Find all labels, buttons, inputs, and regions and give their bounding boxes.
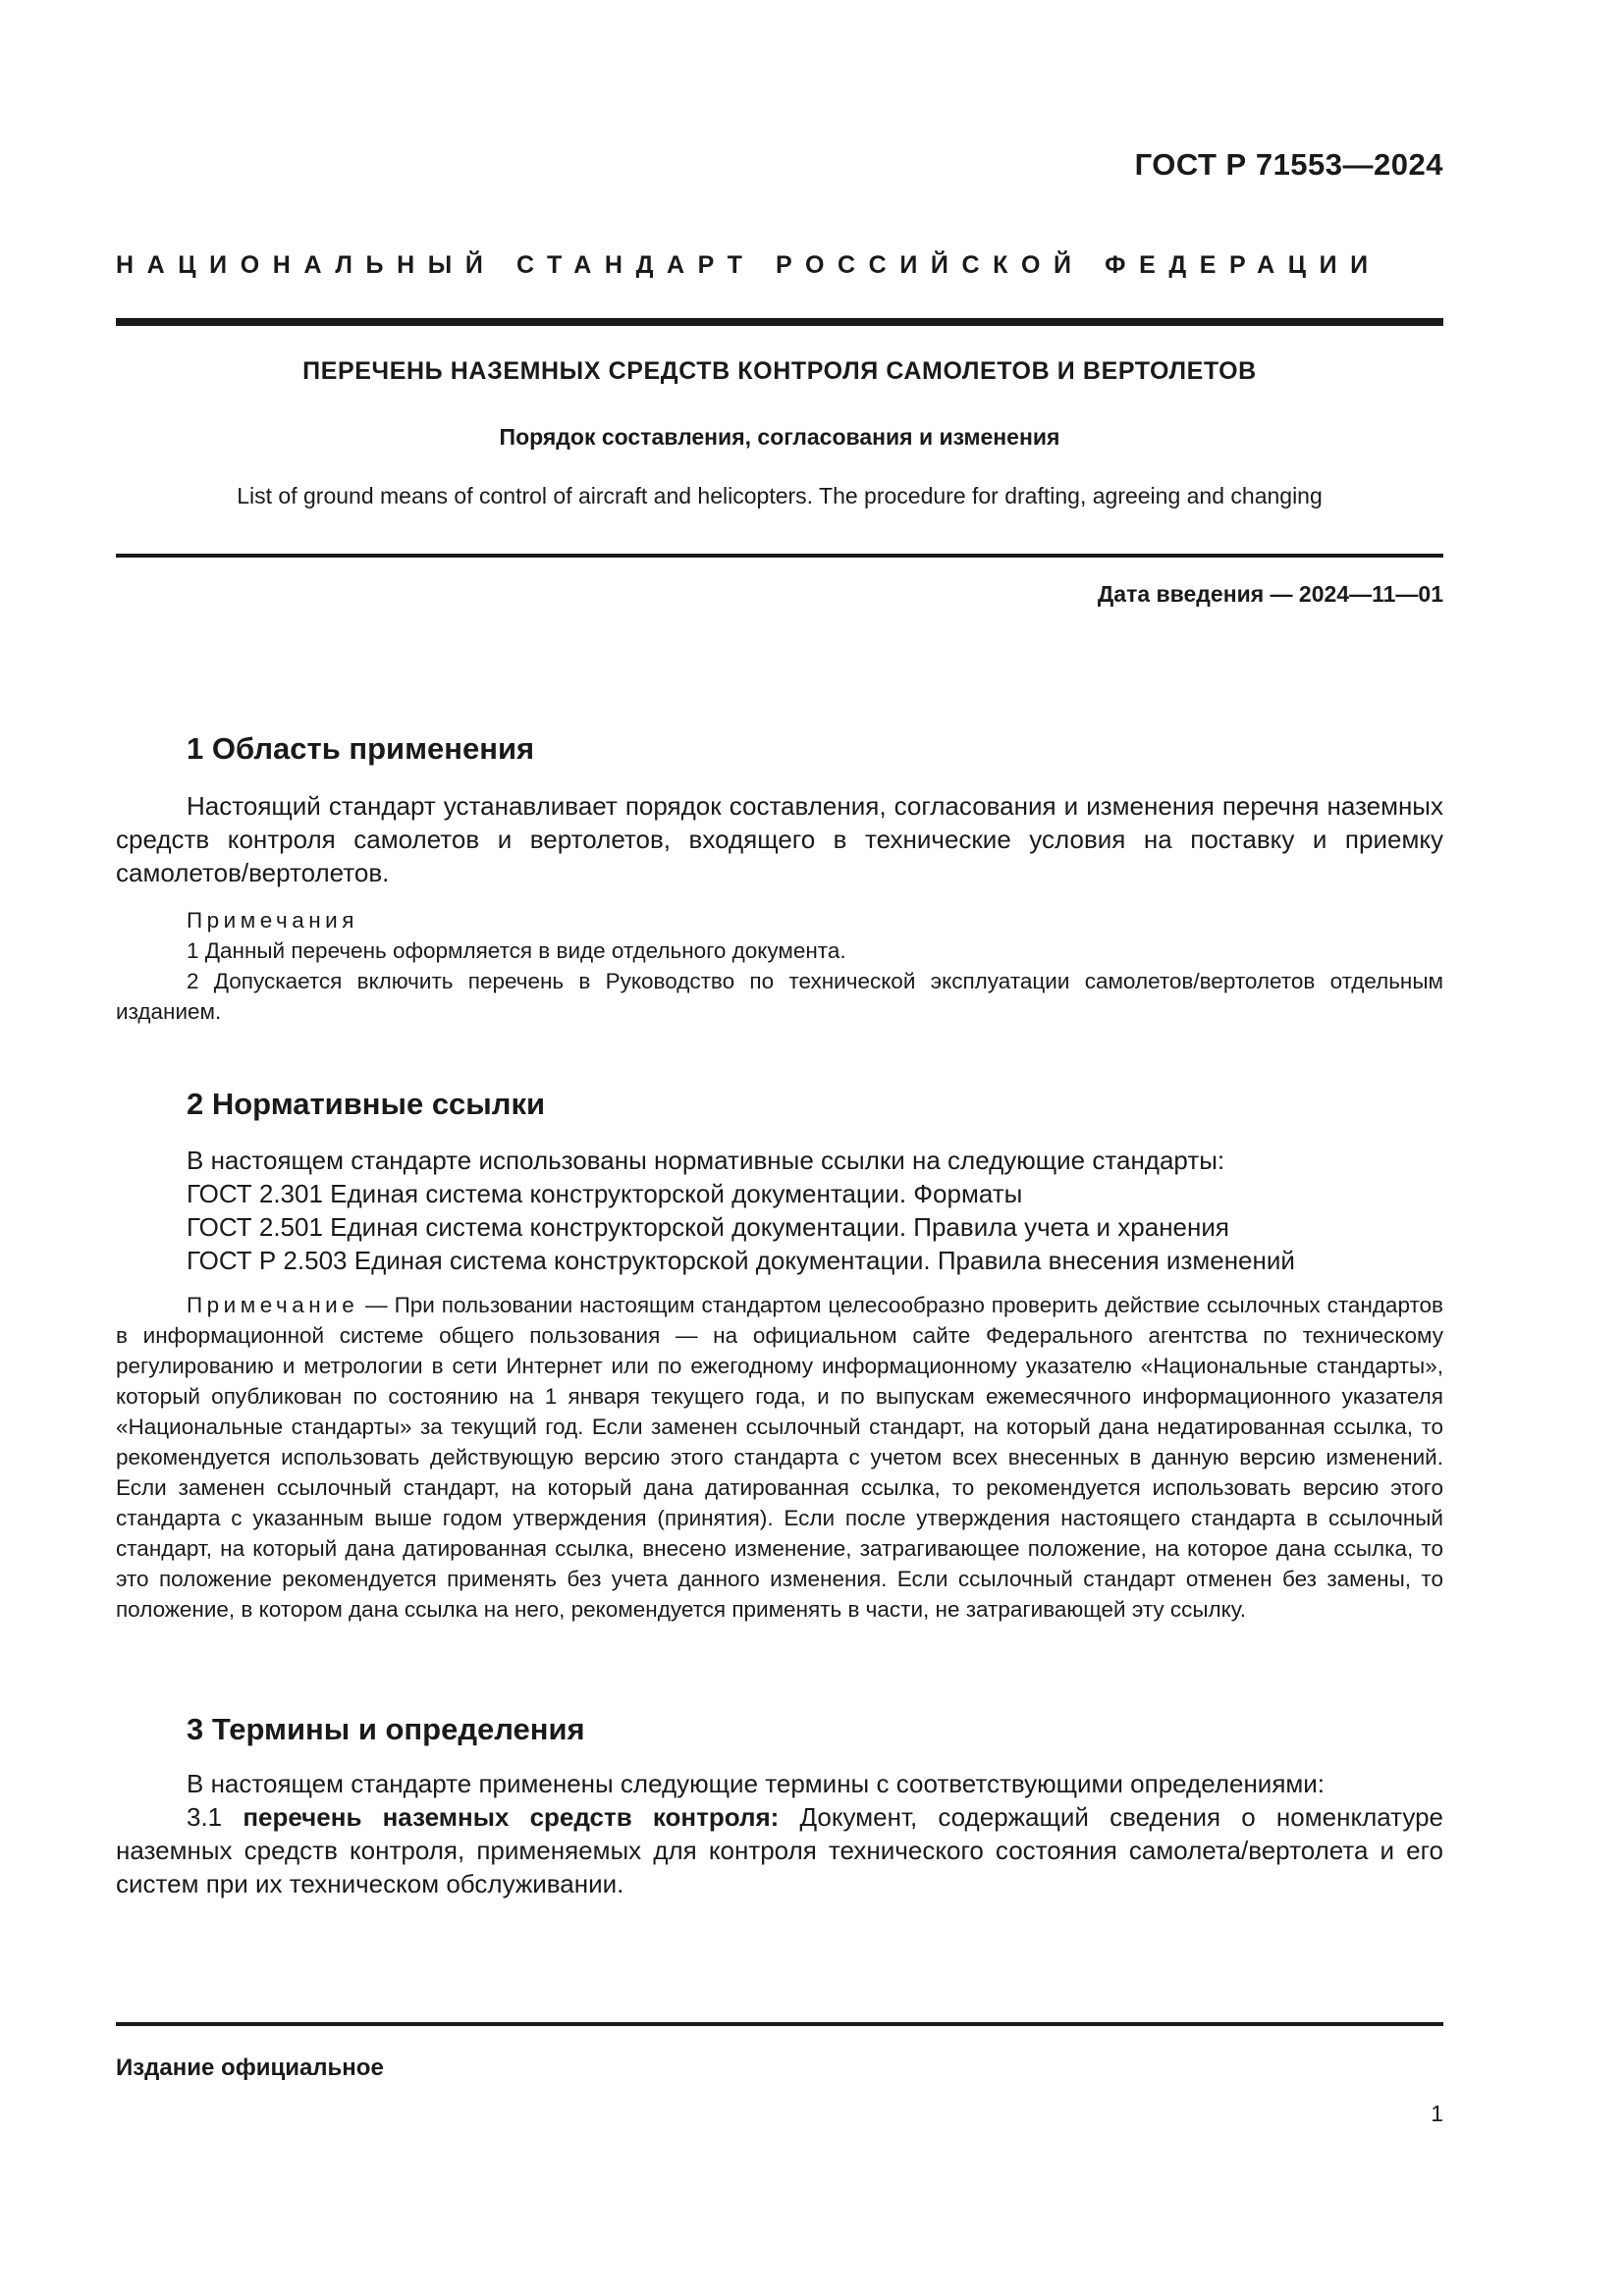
- section-2-heading: 2 Нормативные ссылки: [187, 1087, 546, 1121]
- document-subtitle: Порядок составления, согласования и изменения: [499, 424, 1060, 450]
- references-intro: В настоящем стандарте использованы нормативные ссылки на следующие стандарты:: [187, 1146, 1225, 1175]
- document-title-english: List of ground means of control of aircraft and helicopters. The procedure for drafting, agreeing and changing: [237, 483, 1323, 508]
- reference-code: ГОСТ 2.301: [187, 1179, 323, 1208]
- notes-label: Примечания: [187, 908, 358, 933]
- section-2-note: [116, 1290, 1443, 1625]
- document-title: ПЕРЕЧЕНЬ НАЗЕМНЫХ СРЕДСТВ КОНТРОЛЯ САМОЛЕТОВ И ВЕРТОЛЕТОВ: [302, 357, 1257, 385]
- reference-code: ГОСТ Р 2.503: [187, 1246, 348, 1275]
- reference-item: [116, 1177, 1443, 1210]
- reference-item: [116, 1244, 1443, 1277]
- footer-divider: [116, 2022, 1443, 2026]
- national-standard-label: НАЦИОНАЛЬНЫЙ СТАНДАРТ РОССИЙСКОЙ ФЕДЕРАЦИИ: [116, 251, 1381, 279]
- term-definition: Документ, содержащий сведения о номенклатуре наземных средств контроля, применяемых для контроля технического состояния самолета/вертолета и его систем при их техническом обслуживании.: [116, 1802, 1443, 1898]
- note-label: Примечание: [187, 1293, 359, 1317]
- section-1-notes: [116, 905, 1443, 1027]
- page-number: 1: [1431, 2101, 1443, 2126]
- title-divider: [116, 554, 1443, 558]
- note-text: — При пользовании настоящим стандартом целесообразно проверить действие ссылочных стандартов в информационной системе общего пользования — на официальном сайте Федерального агентства по техническому регулированию и метрологии в сети Интернет или по ежегодному информационному указателю «Национальные стандарты», который опубликован по состоянию на 1 января текущего года, и по выпускам ежемесячного информационного указателя «Национальные стандарты» за текущий год. Если заменен ссылочный стандарт, на который дана недатированная ссылка, то рекомендуется использовать действующую версию этого стандарта с учетом всех внесенных в данную версию изменений. Если заменен ссылочный стандарт, на который дана датированная ссылка, то рекомендуется использовать версию этого стандарта с указанным выше годом утверждения (принятия). Если после утверждения настоящего стандарта в ссылочный стандарт, на который дана датированная ссылка, внесено изменение, затрагивающее положение, на которое дана ссылка, то это положение рекомендуется применять без учета данного изменения. Если ссылочный стандарт отменен без замены, то положение, в котором дана ссылка на него, рекомендуется применять в части, не затрагивающей эту ссылку.: [116, 1293, 1443, 1622]
- reference-title: Единая система конструкторской документации. Правила внесения изменений: [353, 1246, 1295, 1275]
- reference-item: [116, 1210, 1443, 1244]
- reference-title: Единая система конструкторской документации. Форматы: [330, 1179, 1023, 1208]
- introduction-date: Дата введения — 2024—11—01: [1097, 581, 1443, 607]
- term-number: 3.1: [187, 1802, 244, 1832]
- section-3-heading: 3 Термины и определения: [187, 1712, 585, 1746]
- section-1-heading: 1 Область применения: [187, 731, 535, 766]
- section-1-body: Настоящий стандарт устанавливает порядок составления, согласования и изменения перечня наземных средств контроля самолетов и вертолетов, входящего в технические условия на поставку и приемку самолетов/вертолетов.: [116, 791, 1443, 887]
- gost-code: ГОСТ Р 71553—2024: [1134, 147, 1443, 182]
- note-1: 1 Данный перечень оформляется в виде отдельного документа.: [187, 938, 846, 963]
- note-2: 2 Допускается включить перечень в Руководство по технической эксплуатации самолетов/вертолетов отдельным изданием.: [116, 969, 1443, 1024]
- header-divider: [116, 318, 1443, 326]
- reference-title: Единая система конструкторской документации. Правила учета и хранения: [330, 1212, 1229, 1242]
- normative-references: [116, 1144, 1443, 1277]
- terms-intro: В настоящем стандарте применены следующие термины с соответствующими определениями:: [187, 1769, 1326, 1798]
- edition-label: Издание официальное: [116, 2055, 384, 2081]
- term-label: перечень наземных средств контроля:: [243, 1802, 780, 1832]
- reference-code: ГОСТ 2.501: [187, 1212, 323, 1242]
- term-3-1: [116, 1800, 1443, 1900]
